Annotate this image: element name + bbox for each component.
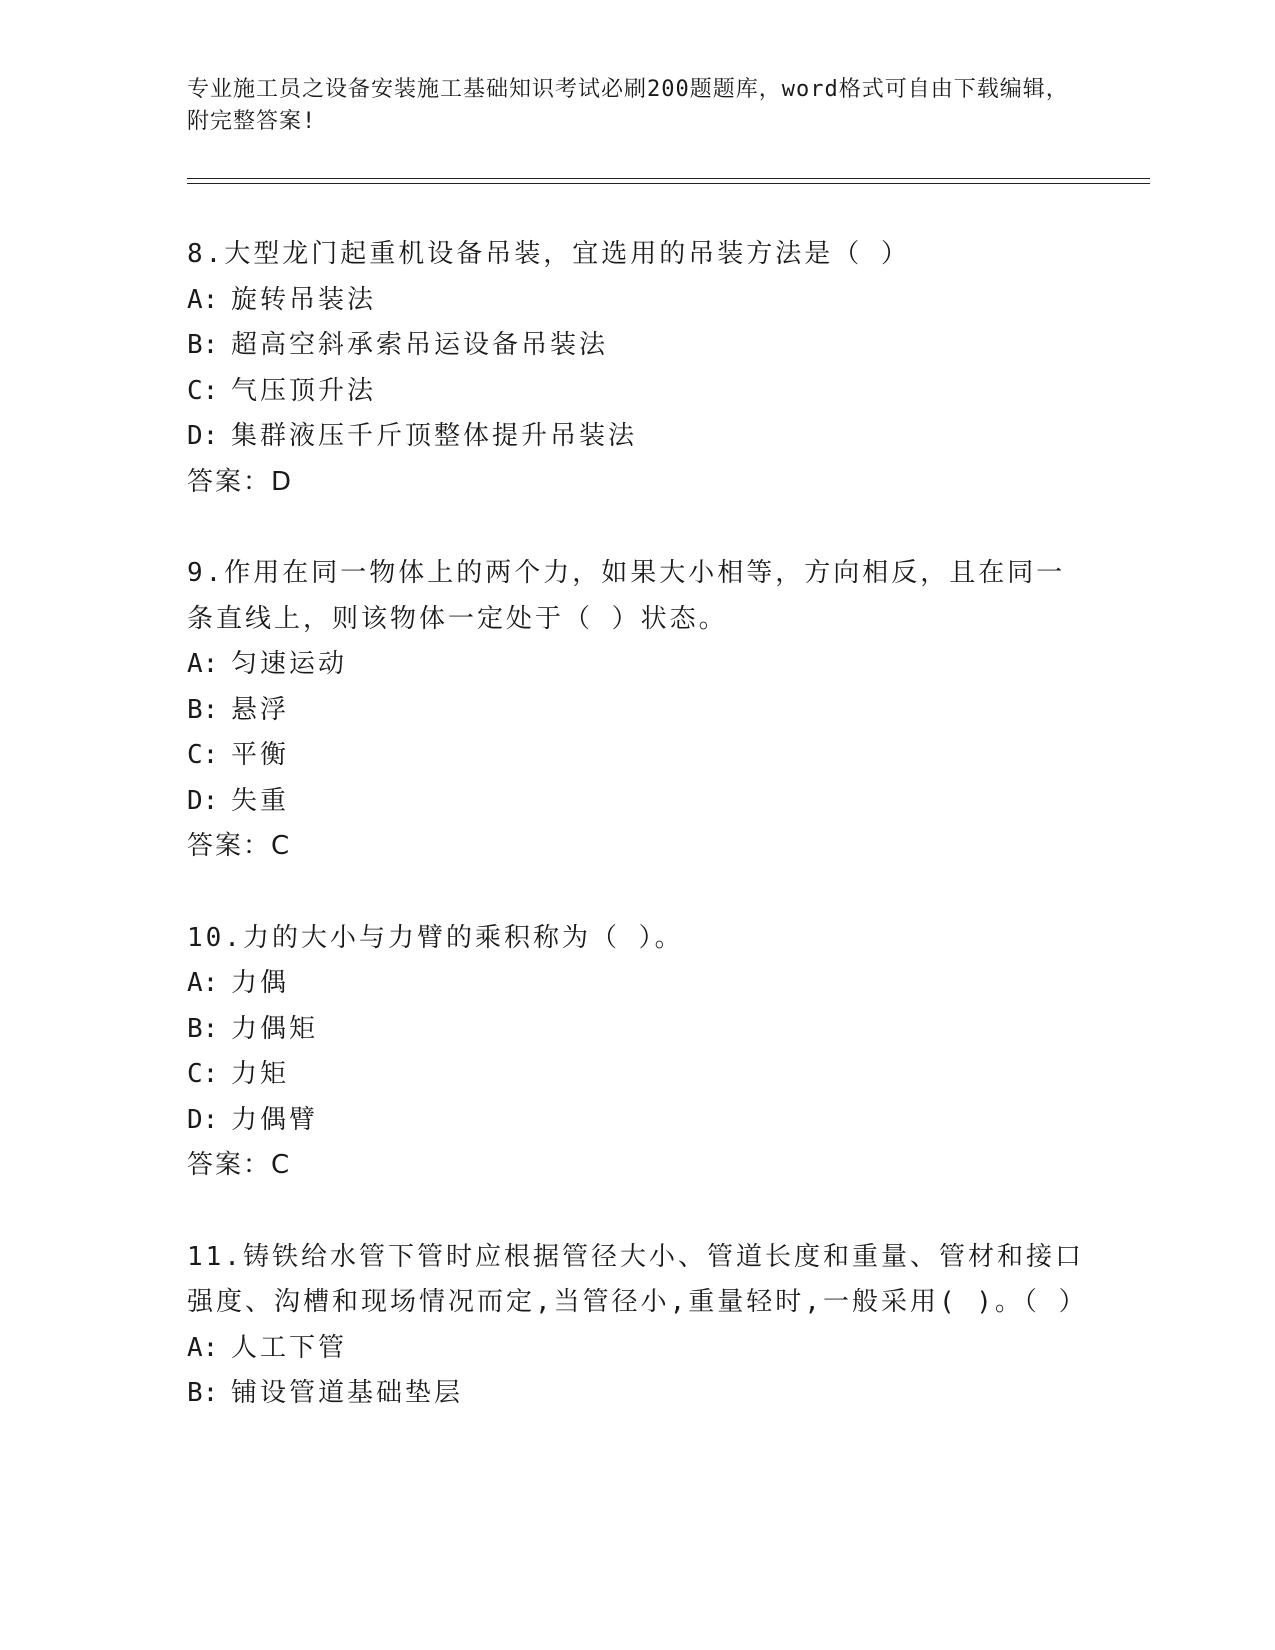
option-a (187, 278, 1087, 324)
answer-line: 答案：C (187, 831, 292, 861)
option-letter: A: (187, 1332, 219, 1363)
option-a (187, 1326, 1087, 1372)
option-b (187, 323, 1087, 369)
option-letter: B: (187, 1013, 219, 1044)
option-b (187, 1371, 1087, 1417)
option-letter: B: (187, 1378, 219, 1408)
option-text: 匀速运动 (231, 649, 348, 679)
option-c (187, 369, 1087, 415)
question-text: 10.力的大小与力臂的乘积称为（ ）。 (187, 922, 684, 953)
option-letter: D: (187, 421, 219, 451)
option-text: 失重 (231, 785, 290, 816)
option-a (187, 642, 1087, 688)
question-list (187, 232, 1087, 1463)
option-text: 力偶矩 (231, 1013, 319, 1044)
option-text: 铺设管道基础垫层 (231, 1378, 464, 1408)
header-divider-bottom (187, 183, 1150, 184)
option-text: 人工下管 (231, 1332, 348, 1363)
option-text: 集群液压千斤顶整体提升吊装法 (231, 421, 638, 451)
option-b (187, 1007, 1087, 1053)
option-letter: D: (187, 1104, 219, 1135)
question-text: 11.铸铁给水管下管时应根据管径大小、管道长度和重量、管材和接口强度、沟槽和现场情况而定,当管径小,重量轻时,一般采用( )。（ ） (187, 1241, 1088, 1317)
option-letter: A: (187, 284, 219, 315)
option-letter: C: (187, 375, 219, 406)
header-divider-top (187, 178, 1150, 179)
option-letter: B: (187, 694, 219, 725)
option-letter: C: (187, 740, 219, 770)
option-c (187, 733, 1087, 779)
question-text: 9.作用在同一物体上的两个力，如果大小相等，方向相反，且在同一条直线上，则该物体一定处于（ ）状态。 (187, 558, 1066, 634)
option-text: 悬浮 (231, 694, 290, 725)
option-text: 力矩 (231, 1059, 290, 1089)
question-item (187, 916, 1087, 1189)
question-text: 8.大型龙门起重机设备吊装，宜选用的吊装方法是（ ） (187, 239, 910, 269)
option-text: 气压顶升法 (231, 375, 377, 406)
option-text: 旋转吊装法 (231, 284, 377, 315)
option-c (187, 1052, 1087, 1098)
option-d (187, 779, 1087, 825)
option-letter: D: (187, 785, 219, 816)
option-d (187, 414, 1087, 460)
option-d (187, 1098, 1087, 1144)
option-letter: C: (187, 1059, 219, 1089)
option-text: 平衡 (231, 740, 290, 770)
option-letter: A: (187, 649, 219, 679)
option-a (187, 961, 1087, 1007)
question-item (187, 551, 1087, 870)
option-letter: A: (187, 968, 219, 998)
question-item (187, 1235, 1087, 1417)
answer-line: 答案：D (187, 466, 294, 497)
option-text: 超高空斜承索吊运设备吊装法 (231, 330, 609, 360)
option-letter: B: (187, 330, 219, 360)
option-text: 力偶 (231, 968, 290, 998)
option-text: 力偶臂 (231, 1104, 319, 1135)
option-b (187, 688, 1087, 734)
question-item (187, 232, 1087, 505)
document-title: 专业施工员之设备安装施工基础知识考试必刷200题题库，word格式可自由下载编辑，附完整答案! (187, 77, 1069, 134)
answer-line: 答案：C (187, 1150, 292, 1180)
